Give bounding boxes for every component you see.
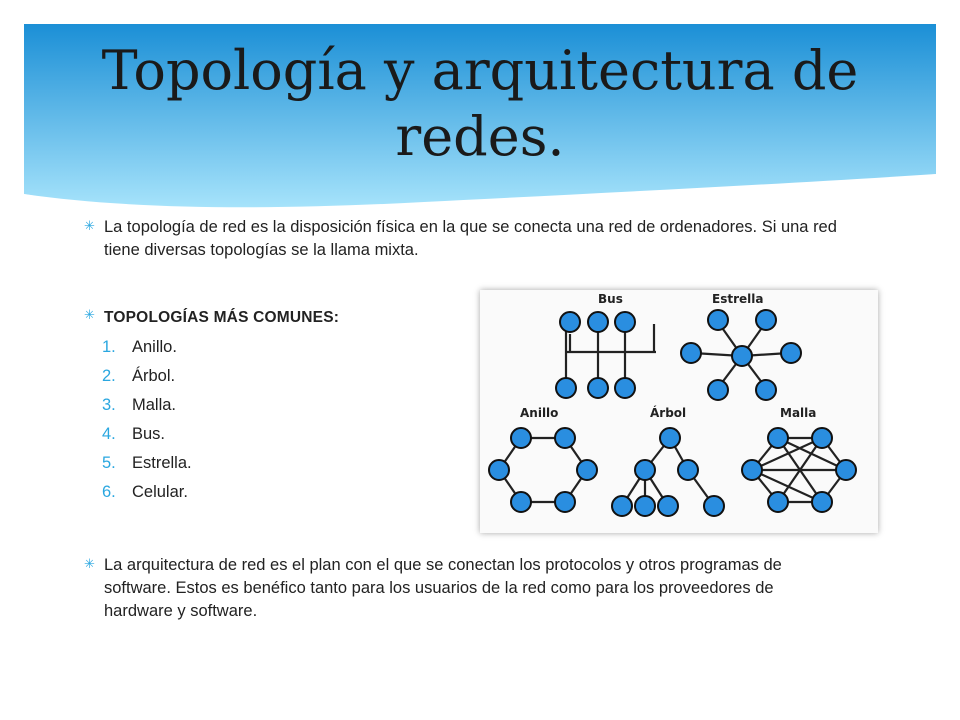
topologies-heading: TOPOLOGÍAS MÁS COMUNES: xyxy=(104,309,340,326)
bullet-icon: ✳ xyxy=(84,307,95,322)
topology-diagram-svg xyxy=(480,290,878,533)
label-estrella: Estrella xyxy=(712,292,764,306)
bullet-icon: ✳ xyxy=(84,556,95,571)
topology-definition: La topología de red es la disposición física en la que se conecta una red de ordenadores. Si una red tiene diversas topologías se la llama mixta. xyxy=(104,218,837,259)
label-arbol: Árbol xyxy=(650,406,687,420)
architecture-definition: La arquitectura de red es el plan con el que se conectan los protocolos y otros programas de software. Estos es benéfico tanto para los usuarios de la red como para los proveedores de hardware y software. xyxy=(104,556,782,620)
topology-list xyxy=(102,336,192,510)
list-item: 1. Anillo. xyxy=(102,338,177,356)
list-item: 4. Bus. xyxy=(102,425,166,443)
topology-diagram xyxy=(480,290,878,533)
slide-title: Topología y arquitectura de redes. xyxy=(101,39,859,168)
label-anillo: Anillo xyxy=(520,406,559,420)
label-bus: Bus xyxy=(598,292,623,306)
title-banner xyxy=(24,24,936,236)
list-item: 2. Árbol. xyxy=(102,367,176,385)
list-item: 5. Estrella. xyxy=(102,454,192,472)
bullet-icon: ✳ xyxy=(84,218,95,233)
label-malla: Malla xyxy=(780,406,817,420)
list-item: 3. Malla. xyxy=(102,396,177,414)
list-item: 6. Celular. xyxy=(102,483,188,501)
